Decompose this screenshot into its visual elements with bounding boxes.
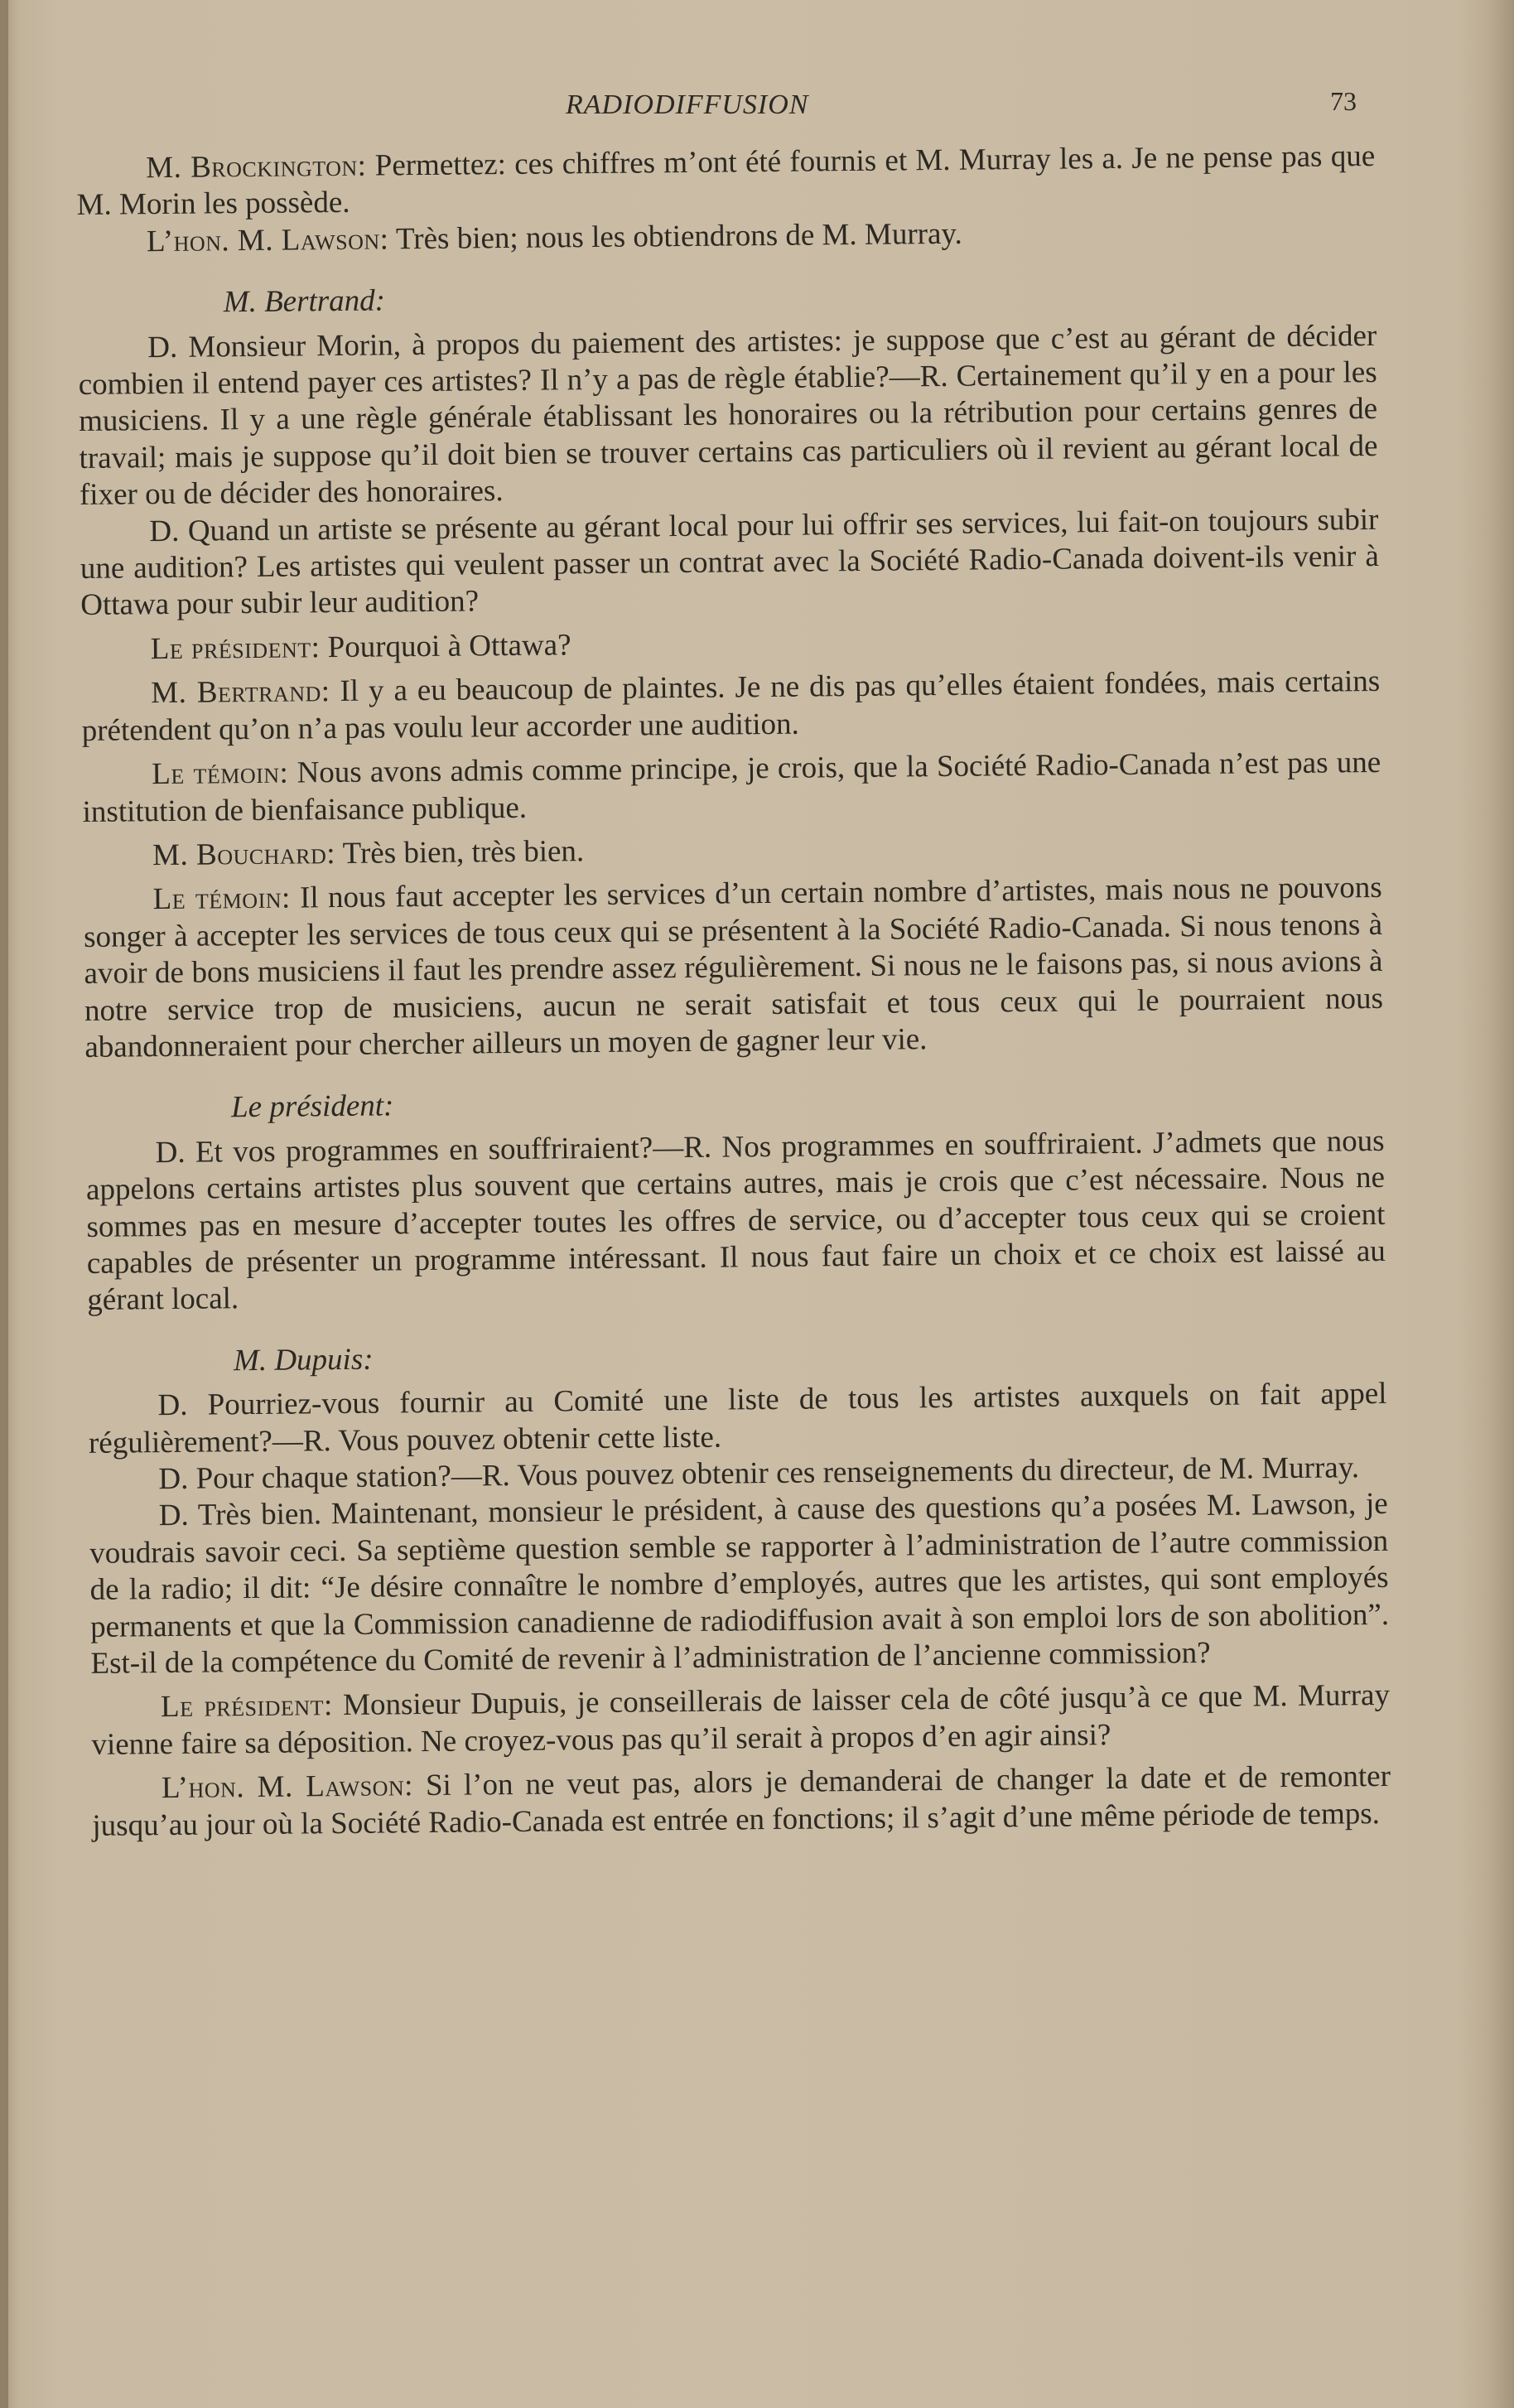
paragraph-text: Il y a eu beaucoup de plaintes. Je ne dis pas qu’elles étaient fondées, mais certains prétendent qu’on n’a pas voulu leur accorder une audition. — [81, 664, 1381, 748]
page-body — [76, 138, 1391, 1852]
section-heading: Le président: — [230, 1088, 394, 1125]
paragraph — [92, 1759, 1391, 1845]
speaker-name: M. Bouchard: — [152, 836, 336, 873]
paragraph: D. Très bien. Maintenant, monsieur le président, à cause des questions qu’a posées M. Lawson, je voudrais savoir ceci. Sa septième question semble se rapporter à l’administration de l’autre commission de la radio; il dit: “Je désire connaître le nombre d’employés, autres que les artistes, qui sont employés permanents et que la Commission canadienne de radiodiffusion avait à son emploi lors de son abolition”. Est-il de la compétence du Comité de revenir à l’administration de l’ancienne commission? — [89, 1487, 1390, 1681]
speaker-name: Le témoin: — [152, 755, 289, 792]
speaker-name: Le témoin: — [152, 881, 292, 917]
paragraph: D. Et vos programmes en souffriraient?—R. Nos programmes en souffriraient. J’admets que nous appelons certains artistes plus souvent que certains autres, mais je crois que c’est nécessaire. Nous ne sommes pas en mesure d’accepter toutes les offres de service, ou d’accepter tous ceux qui se croient capables de présenter un programme intéressant. Il nous faut faire un choix et ce choix est laissé au gérant local. — [85, 1123, 1386, 1318]
speaker-name: L’hon. M. Lawson: — [161, 1769, 414, 1806]
speaker-name: Le président: — [150, 630, 321, 667]
paragraph — [76, 138, 1376, 224]
speaker-name: Le président: — [160, 1688, 333, 1725]
paragraph-text: Monsieur Dupuis, je conseillerais de laisser cela de côté jusqu’à ce que M. Murray vienne faire sa déposition. Ne croyez-vous pas qu’il serait à propos d’en agir ainsi? — [91, 1678, 1391, 1762]
paragraph — [83, 826, 1381, 875]
paragraph — [91, 1677, 1391, 1764]
section-heading: M. Dupuis: — [233, 1342, 374, 1378]
running-title: RADIODIFFUSION — [566, 89, 809, 120]
paragraph — [81, 620, 1380, 668]
paragraph — [83, 870, 1383, 1066]
paragraph — [81, 664, 1381, 750]
page-header — [0, 86, 1514, 131]
speaker-name: M. Brockington: — [146, 148, 367, 186]
section-heading: M. Bertrand: — [223, 283, 386, 320]
paragraph-text: Très bien; nous les obtiendrons de M. Murray. — [388, 216, 962, 257]
paragraph-text: Nous avons admis comme principe, je crois, que la Société Radio-Canada n’est pas une institution de bienfaisance publique. — [82, 746, 1381, 829]
paragraph: D. Pour chaque station?—R. Vous pouvez obtenir ces renseignements du directeur, de M. Murray. — [158, 1450, 1360, 1497]
paragraph-text: Il nous faut accepter les services d’un certain nombre d’artistes, mais nous ne pouvons songer à accepter les services de tous ceux qui se présentent à la Société Radio-Canada. Si nous tenons à avoir de bons musiciens il faut les prendre assez régulièrement. Si nous ne le faisons pas, si nous avions à notre service trop de musiciens, aucun ne serait satisfait et tous ceux qui le pourraient nous abandonneraient pour chercher ailleurs un moyen de gagner leur vie. — [83, 871, 1384, 1064]
paragraph: D. Monsieur Morin, à propos du paiement des artistes: je suppose que c’est au gérant de décider combien il entend payer ces artistes? Il n’y a pas de règle établie?—R. Certainement qu’il y en a pour les musiciens. Il y a une règle générale établissant les honoraires ou la rétribution pour certains genres de travail; mais je suppose qu’il doit bien se trouver certains cas particuliers où il revient au gérant local de fixer ou de décider des honoraires. — [78, 318, 1378, 513]
paragraph-text: Permettez: ces chiffres m’ont été fournis et M. Murray les a. Je ne pense pas que M. Morin les possède. — [76, 138, 1376, 223]
page-edge-shadow — [0, 0, 8, 2408]
speaker-name: L’hon. M. Lawson: — [146, 222, 389, 259]
paragraph — [82, 745, 1381, 831]
paragraph: D. Pourriez-vous fournir au Comité une liste de tous les artistes auxquels on fait appel régulièrement?—R. Vous pouvez obtenir cette liste. — [88, 1377, 1387, 1460]
paragraph-text: Pourquoi à Ottawa? — [320, 628, 571, 665]
page-number: 73 — [1330, 86, 1357, 116]
paragraph: D. Quand un artiste se présente au gérant local pour lui offrir ses services, lui fait-on toujours subir une audition? Les artistes qui veulent passer un contrat avec la Société Radio-Canada doivent-ils venir à Ottawa pour subir leur audition? — [80, 502, 1379, 623]
paragraph-text: Si l’on ne veut pas, alors je demanderai de changer la date et de remonter jusqu’au jour où la Société Radio-Canada est entrée en fonctions; il s’agit d’une même période de temps. — [92, 1759, 1391, 1843]
paragraph-text: Très bien, très bien. — [335, 834, 585, 871]
speaker-name: M. Bertrand: — [151, 674, 330, 711]
